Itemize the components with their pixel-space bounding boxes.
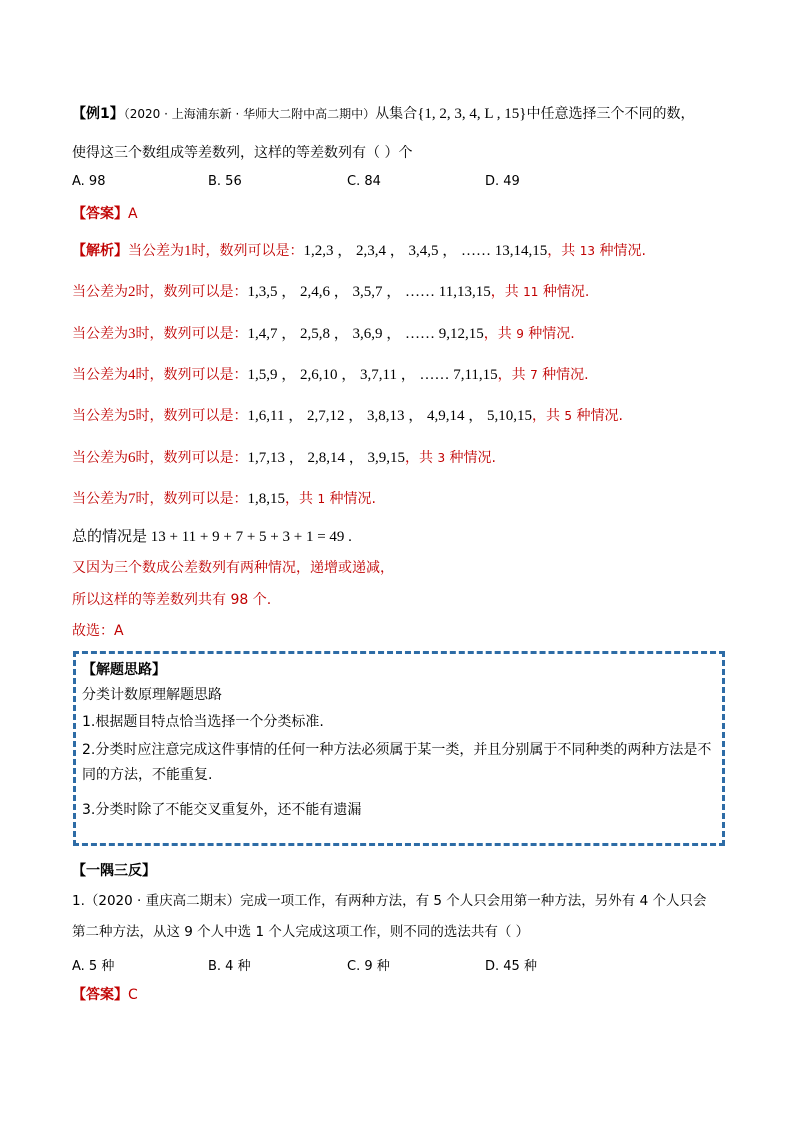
answer-label: 【答案】 xyxy=(72,206,128,222)
practice-q1-line1: 1.（2020 · 重庆高二期末）完成一项工作，有两种方法，有 5 个人只会用第一种方法，另外有 4 个人只会 xyxy=(72,893,707,909)
practice-option-c: C. 9 种 xyxy=(347,959,390,974)
analysis-line-4: 当公差为4时，数列可以是：1,5,9 ， 2,6,10 ， 3,7,11 ， …… 7,11,15，共 7 种情况. xyxy=(72,367,589,383)
analysis-label: 【解析】 xyxy=(72,243,128,259)
tips-item-3: 3.分类时除了不能交叉重复外，还不能有遗漏 xyxy=(82,802,362,818)
practice-option-d: D. 45 种 xyxy=(485,959,537,974)
practice-option-b: B. 4 种 xyxy=(208,959,251,974)
practice-q1-line2: 第二种方法，从这 9 个人中选 1 个人完成这项工作，则不同的选法共有（ ） xyxy=(72,924,530,940)
answer-1 xyxy=(72,204,138,224)
practice-title: 【一隅三反】 xyxy=(72,863,156,879)
tips-subtitle: 分类计数原理解题思路 xyxy=(82,687,222,703)
practice-answer xyxy=(72,985,138,1005)
analysis-choose: 故选：A xyxy=(72,623,124,639)
example-set: {1, 2, 3, 4, L , 15} xyxy=(417,106,527,122)
analysis-reason: 又因为三个数成公差数列有两种情况，递增或递减， xyxy=(72,560,394,576)
tips-item-2b: 同的方法，不能重复. xyxy=(82,767,213,783)
example-source: （2020 · 上海浦东新 · 华师大二附中高二期中） xyxy=(123,107,376,121)
analysis-conclusion: 所以这样的等差数列共有 98 个. xyxy=(72,592,272,608)
example-text-a: 从集合 xyxy=(375,106,418,122)
option-c: C. 84 xyxy=(347,174,381,189)
analysis-total: 总的情况是 13 + 11 + 9 + 7 + 5 + 3 + 1 = 49 . xyxy=(72,529,352,545)
option-d: D. 49 xyxy=(485,174,520,189)
example-tag: 【例1】 xyxy=(72,106,124,122)
practice-answer-value: C xyxy=(128,987,138,1003)
analysis-line-5: 当公差为5时，数列可以是：1,6,11 ， 2,7,12 ， 3,8,13 ， 4,9,14 ， 5,10,15，共 5 种情况. xyxy=(72,408,623,424)
analysis-line-6: 当公差为6时，数列可以是：1,7,13 ， 2,8,14 ， 3,9,15，共 3 种情况. xyxy=(72,450,497,466)
tips-item-1: 1.根据题目特点恰当选择一个分类标准. xyxy=(82,714,324,730)
example-question-line1 xyxy=(72,104,694,124)
tips-title: 【解题思路】 xyxy=(82,662,166,678)
option-b: B. 56 xyxy=(208,174,242,189)
tips-item-2a: 2.分类时应注意完成这件事情的任何一种方法必须属于某一类，并且分别属于不同种类的两种方法是不 xyxy=(82,742,712,758)
option-a: A. 98 xyxy=(72,174,106,189)
analysis-line-3: 当公差为3时，数列可以是：1,4,7 ， 2,5,8 ， 3,6,9 ， …… 9,12,15，共 9 种情况. xyxy=(72,326,575,342)
example-text-b: 中任意选择三个不同的数， xyxy=(526,106,695,122)
practice-option-a: A. 5 种 xyxy=(72,959,115,974)
analysis-line-1: 【解析】当公差为1时，数列可以是：1,2,3 ， 2,3,4 ， 3,4,5 ， …… 13,14,15，共 13 种情况. xyxy=(72,243,646,259)
analysis-line-2: 当公差为2时，数列可以是：1,3,5 ， 2,4,6 ， 3,5,7 ， …… 11,13,15，共 11 种情况. xyxy=(72,284,590,300)
example-question-line2: 使得这三个数组成等差数列，这样的等差数列有（ ）个 xyxy=(72,145,413,161)
answer-value: A xyxy=(128,206,138,222)
practice-answer-label: 【答案】 xyxy=(72,987,128,1003)
analysis-line-7: 当公差为7时，数列可以是：1,8,15，共 1 种情况. xyxy=(72,491,376,507)
